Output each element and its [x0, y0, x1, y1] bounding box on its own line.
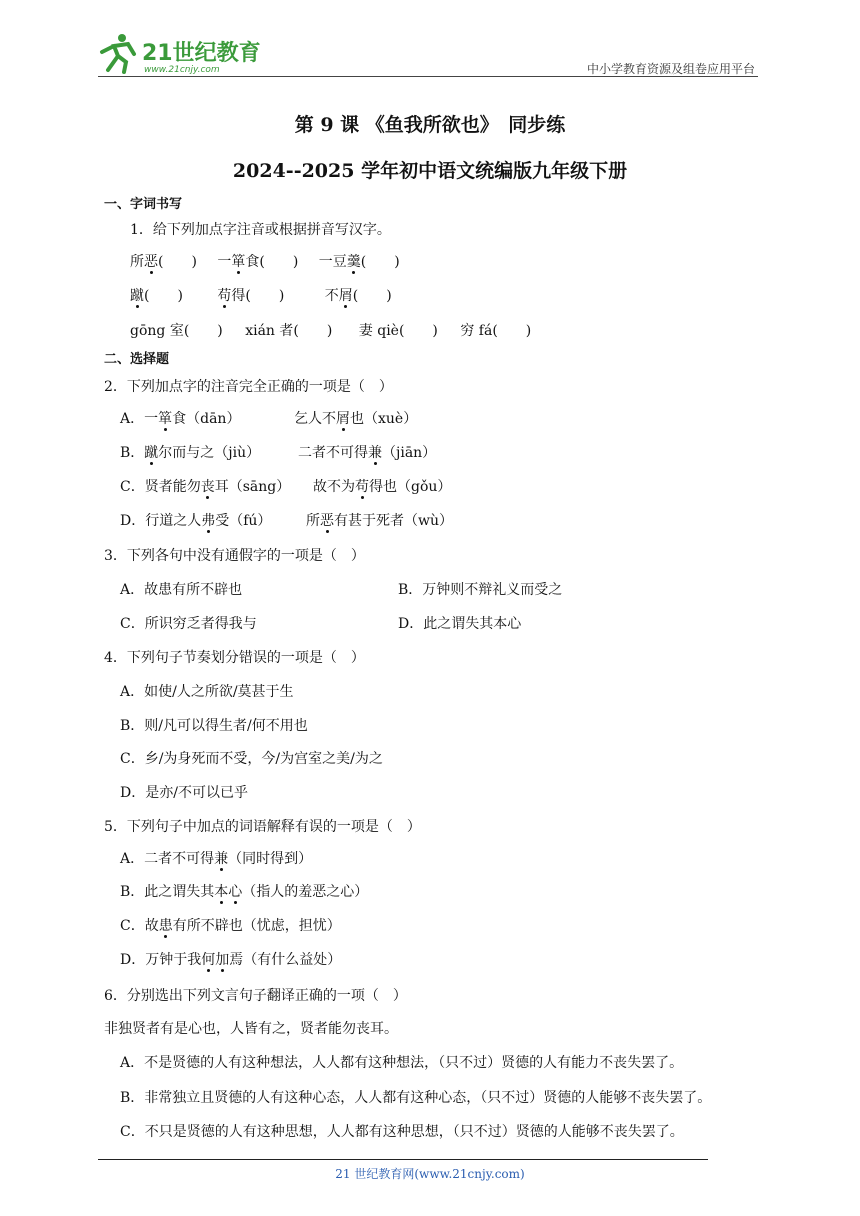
question-stem: 5．下列句子中加点的词语解释有误的一项是（ ） [104, 819, 421, 835]
option-a: A．二者不可得兼（同时得到） [120, 851, 313, 867]
section-heading: 二、选择题 [104, 352, 170, 367]
option-b-part2: 二者不可得兼（jiān） [298, 445, 437, 461]
pinyin-row: 蹴( ) 苟得( ) 不屑( ) [130, 288, 392, 304]
option-c: C．不只是贤德的人有这种思想，人人都有这种思想，（只不过）贤德的人能够不丧失罢了。 [120, 1124, 684, 1140]
option-a-part2: 乞人不屑也（xuè） [294, 411, 418, 427]
runner-icon [102, 34, 134, 72]
option-b: B．此之谓失其本心（指人的羞恶之心） [120, 884, 369, 900]
footer-divider [98, 1159, 708, 1160]
option-a: A．故患有所不辟也 [120, 582, 243, 598]
option-d-part2: 所恶有甚于死者（wù） [306, 513, 453, 529]
logo-url: www.21cnjy.com [144, 65, 220, 75]
option-b: B．非常独立且贤德的人有这种心态，人人都有这种心态，（只不过）贤德的人能够不丧失罢了。 [120, 1090, 712, 1106]
question-stem: 3．下列各句中没有通假字的一项是（ ） [104, 548, 365, 564]
option-a: A．一箪食（dān） [120, 411, 241, 427]
option-c: C．故患有所不辟也（忧虑，担忧） [120, 918, 341, 934]
option-d: D．行道之人弗受（fú） [120, 513, 272, 529]
question-stem: 4．下列句子节奏划分错误的一项是（ ） [104, 650, 365, 666]
option-c: C．贤者能勿丧耳（sāng） [120, 479, 291, 495]
site-name: 中小学教育资源及组卷应用平台 [586, 62, 755, 76]
option-c: C．所识穷乏者得我与 [120, 616, 257, 632]
footer-link[interactable]: 21 世纪教育网(www.21cnjy.com) [335, 1167, 525, 1181]
question-stem: 6．分别选出下列文言句子翻译正确的一项（ ） [104, 988, 407, 1004]
pinyin-row: gōng 室( ) xián 者( ) 妻 qiè( ) 穷 fá( ) [130, 323, 532, 339]
source-sentence: 非独贤者有是心也，人皆有之，贤者能勿丧耳。 [104, 1021, 398, 1037]
option-d: D．此之谓失其本心 [398, 616, 522, 632]
page-subtitle: 2024--2025 学年初中语文统编版九年级下册 [232, 160, 628, 182]
option-d: D．万钟于我何加焉（有什么益处） [120, 952, 342, 968]
option-d: D．是亦/不可以已乎 [120, 785, 248, 801]
option-a: A．如使/人之所欲/莫甚于生 [120, 684, 294, 700]
page-title: 第 9 课 《鱼我所欲也》 同步练 [294, 114, 566, 136]
option-c: C．乡/为身死而不受，今/为宫室之美/为之 [120, 751, 383, 767]
section-heading: 一、字词书写 [104, 197, 183, 212]
question-stem: 1．给下列加点字注音或根据拼音写汉字。 [130, 222, 391, 238]
option-b: B．蹴尔而与之（jiù） [120, 445, 261, 461]
option-c-part2: 故不为苟得也（gǒu） [313, 479, 452, 495]
option-b: B．则/凡可以得生者/何不用也 [120, 718, 308, 734]
pinyin-row: 所恶( ) 一箪食( ) 一豆羹( ) [130, 254, 400, 270]
logo-text: 21世纪教育 [142, 41, 261, 66]
option-a: A．不是贤德的人有这种想法，人人都有这种想法，（只不过）贤德的人有能力不丧失罢了。 [120, 1055, 684, 1071]
question-stem: 2．下列加点字的注音完全正确的一项是（ ） [104, 379, 393, 395]
site-logo [94, 32, 264, 76]
option-b: B．万钟则不辩礼义而受之 [398, 582, 563, 598]
header-divider [98, 76, 758, 77]
